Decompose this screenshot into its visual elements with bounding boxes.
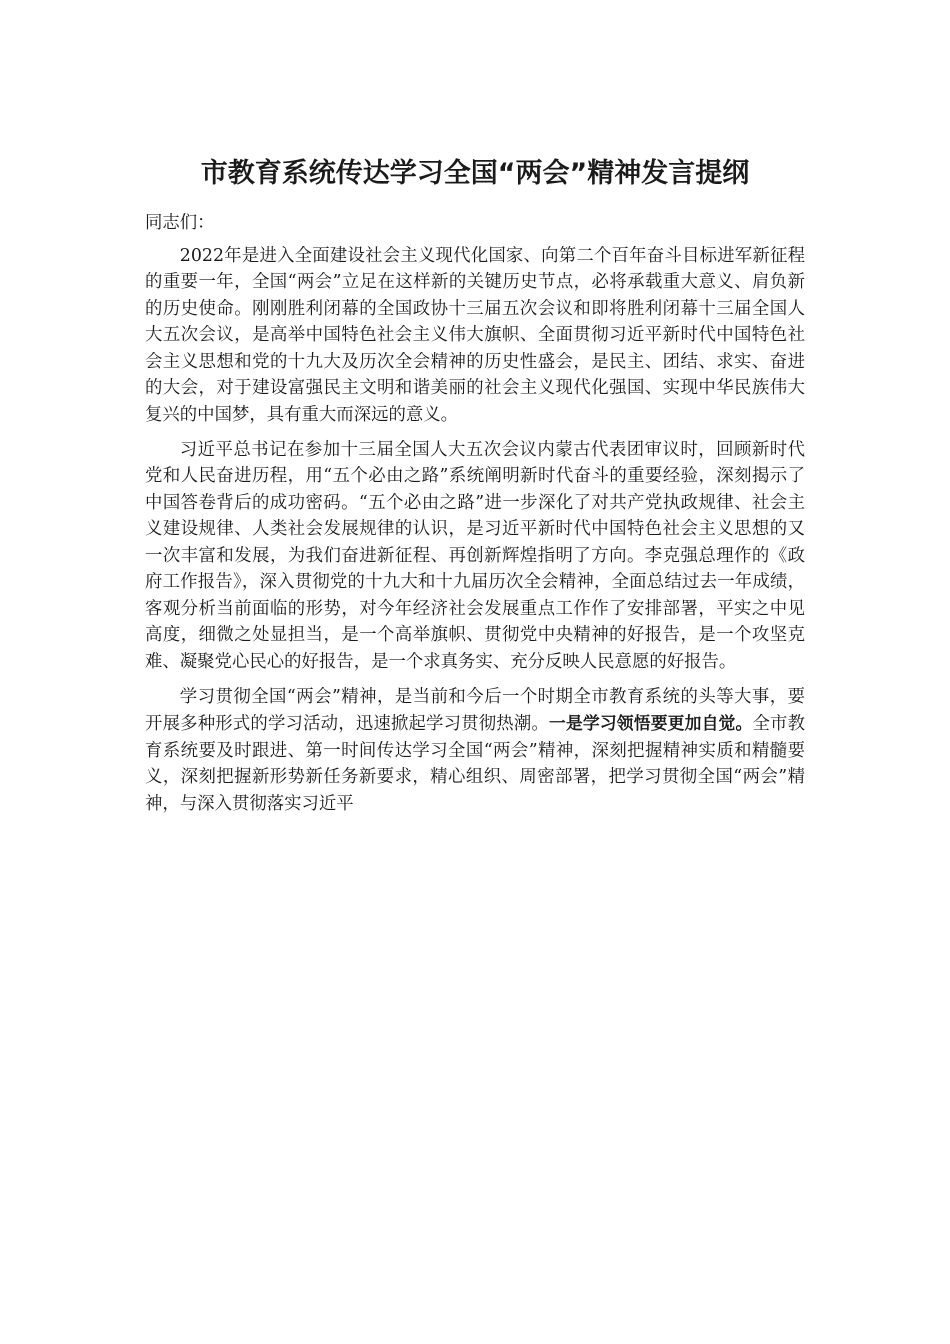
paragraph-3-bold-point: 一是学习领悟要更加自觉。 — [548, 713, 753, 733]
paragraph-3 — [145, 684, 805, 818]
paragraph-3-continuation: 全市教育系统要及时跟进、第一时间传达学习全国“两会”精神，深刻把握精神实质和精髓要义，深刻把握新形势新任务新要求，精心组织、周密部署，把学习贯彻全国“两会”精神，与深入贯彻落实习近平 — [145, 714, 805, 814]
document-body — [145, 210, 805, 826]
salutation: 同志们： — [145, 213, 215, 233]
paragraph-2: 习近平总书记在参加十三届全国人大五次会议内蒙古代表团审议时，回顾新时代党和人民奋进历程，用“五个必由之路”系统阐明新时代奋斗的重要经验，深刻揭示了中国答卷背后的成功密码。“五个必由之路”进一步深化了对共产党执政规律、社会主义建设规律、人类社会发展规律的认识，是习近平新时代中国特色社会主义思想的又一次丰富和发展，为我们奋进新征程、再创新辉煌指明了方向。李克强总理作的《政府工作报告》，深入贯彻党的十九大和十九届历次全会精神，全面总结过去一年成绩，客观分析当前面临的形势，对今年经济社会发展重点工作作了安排部署，平实之中见高度，细微之处显担当，是一个高举旗帜、贯彻党中央精神的好报告，是一个攻坚克难、凝聚党心民心的好报告，是一个求真务实、充分反映人民意愿的好报告。 — [145, 439, 805, 672]
paragraph-1: 2022年是进入全面建设社会主义现代化国家、向第二个百年奋斗目标进军新征程的重要一年，全国“两会”立足在这样新的关键历史节点，必将承载重大意义、肩负新的历史使命。刚刚胜利闭幕的全国政协十三届五次会议和即将胜利闭幕十三届全国人大五次会议，是高举中国特色社会主义伟大旗帜、全面贯彻习近平新时代中国特色社会主义思想和党的十九大及历次全会精神的历史性盛会，是民主、团结、求实、奋进的大会，对于建设富强民主文明和谐美丽的社会主义现代化强国、实现中华民族伟大复兴的中国梦，具有重大而深远的意义。 — [145, 245, 805, 425]
paragraph-3-intro: 学习贯彻全国“两会”精神，是当前和今后一个时期全市教育系统的头等大事，要开展多种形式的学习活动，迅速掀起学习贯彻热潮。 — [145, 686, 805, 734]
document-title: 市教育系统传达学习全国“两会”精神发言提纲 — [200, 158, 750, 189]
